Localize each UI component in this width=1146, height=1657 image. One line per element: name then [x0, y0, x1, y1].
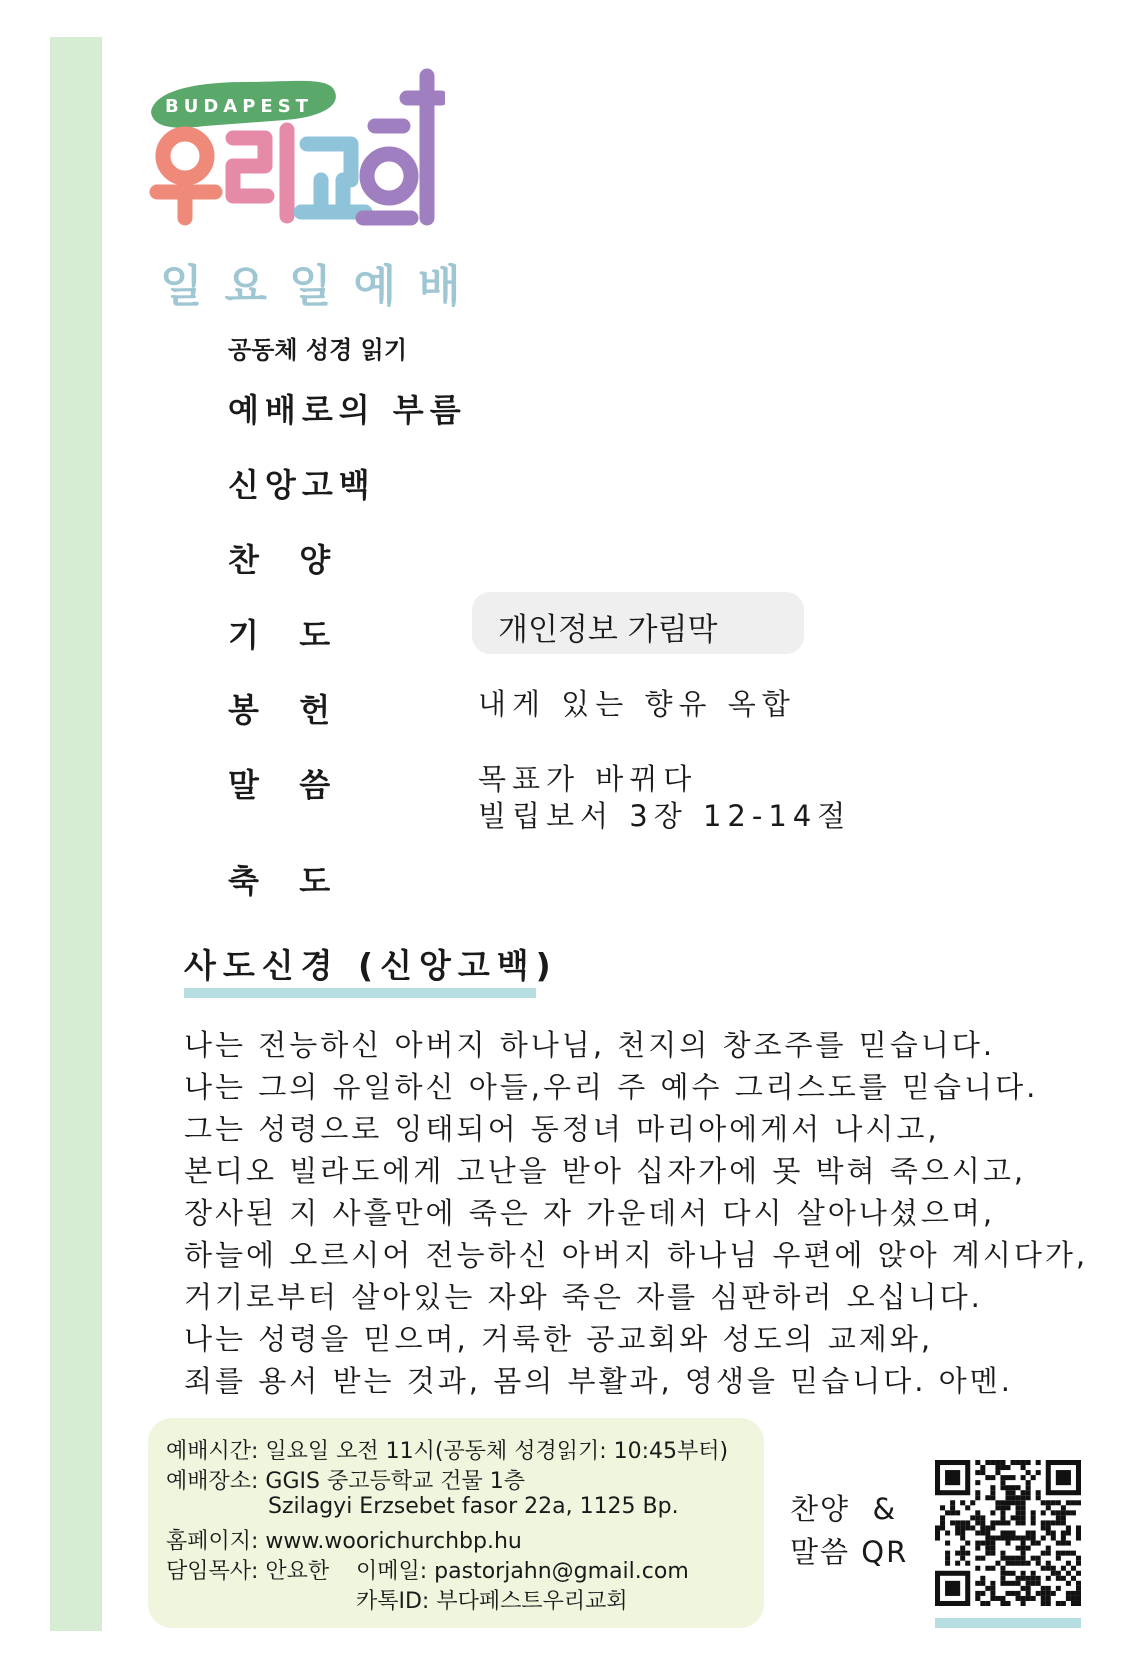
order-item-praise: 찬 양 — [228, 541, 337, 579]
creed-line: 하늘에 오르시어 전능하신 아버지 하나님 우편에 앉아 계시다가, — [184, 1238, 1089, 1272]
service-title: 일요일예배 — [160, 261, 483, 312]
creed-title: 사도신경 (신앙고백) — [184, 946, 558, 985]
qr-label-line1: 찬양 & — [790, 1492, 898, 1526]
creed-line: 본디오 빌라도에게 고난을 받아 십자가에 못 박혀 죽으시고, — [184, 1154, 1027, 1188]
creed-line: 나는 전능하신 아버지 하나님, 천지의 창조주를 믿습니다. — [184, 1028, 996, 1062]
pastor-name: 담임목사: 안요한 — [166, 1559, 330, 1584]
offering-song: 내게 있는 향유 옥합 — [478, 687, 796, 721]
church-info-box — [148, 1418, 764, 1628]
creed-line: 나는 그의 유일하신 아들,우리 주 예수 그리스도를 믿습니다. — [184, 1070, 1039, 1104]
creed-line: 죄를 용서 받는 것과, 몸의 부활과, 영생을 믿습니다. 아멘. — [184, 1364, 1013, 1398]
sermon-reference: 빌립보서 3장 12-14절 — [478, 799, 852, 833]
sermon-title: 목표가 바뀌다 — [478, 762, 698, 796]
side-accent-bar — [50, 37, 102, 1631]
order-subtitle: 공동체 성경 읽기 — [228, 336, 407, 364]
privacy-mask-label: 개인정보 가림막 — [498, 612, 718, 648]
homepage-link[interactable]: 홈페이지: www.woorichurchbp.hu — [166, 1529, 522, 1554]
creed-line: 거기로부터 살아있는 자와 죽은 자를 심판하러 오십니다. — [184, 1280, 983, 1314]
order-item-call-to-worship: 예배로의 부름 — [228, 391, 467, 429]
creed-title-underline — [184, 988, 536, 998]
order-item-benediction: 축 도 — [228, 862, 337, 900]
qr-underline — [935, 1618, 1081, 1628]
creed-line: 그는 성령으로 잉태되어 동정녀 마리아에게서 나시고, — [184, 1112, 940, 1146]
worship-time: 예배시간: 일요일 오전 11시(공동체 성경읽기: 10:45부터) — [166, 1439, 729, 1464]
qr-label-line2: 말씀 QR — [790, 1535, 909, 1569]
creed-text — [184, 1024, 1144, 1402]
order-item-prayer: 기 도 — [228, 616, 337, 654]
kakao-id: 카톡ID: 부다페스트우리교회 — [356, 1589, 628, 1614]
order-item-sermon: 말 씀 — [228, 766, 337, 804]
order-item-offering: 봉 헌 — [228, 691, 337, 729]
logo-city-text: BUDAPEST — [165, 96, 313, 117]
worship-place: 예배장소: GGIS 중고등학교 건물 1층 — [166, 1469, 525, 1494]
creed-line: 나는 성령을 믿으며, 거룩한 공교회와 성도의 교제와, — [184, 1322, 934, 1356]
worship-address: Szilagyi Erzsebet fasor 22a, 1125 Bp. — [268, 1494, 679, 1519]
pastor-email[interactable]: 이메일: pastorjahn@gmail.com — [356, 1559, 689, 1584]
privacy-mask-box — [472, 592, 804, 654]
creed-line: 장사된 지 사흘만에 죽은 자 가운데서 다시 살아나셨으며, — [184, 1196, 996, 1230]
qr-code-image — [935, 1460, 1081, 1606]
church-logo-graphic — [145, 68, 445, 243]
church-logo — [145, 68, 445, 243]
qr-code[interactable] — [935, 1460, 1081, 1606]
order-item-confession: 신앙고백 — [228, 466, 376, 504]
